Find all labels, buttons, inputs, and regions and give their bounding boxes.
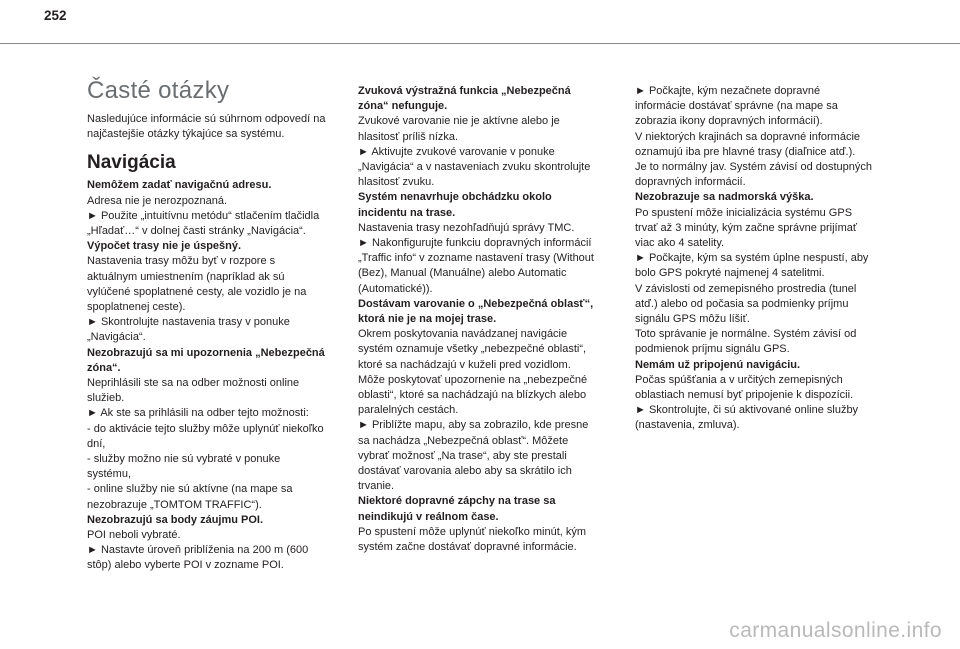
answer-line: systém oznamuje všetky „nebezpečné oblasti“, bbox=[358, 343, 587, 356]
question-line: incidentu na trase. bbox=[358, 206, 456, 219]
answer-line: oznamujú iba pre hlavné trasy (diaľnice atď.). bbox=[635, 145, 856, 158]
page-number: 252 bbox=[44, 8, 67, 23]
answer-line: podmienok príjmu signálu GPS. bbox=[635, 343, 790, 356]
answer-line: (Automatické)). bbox=[358, 282, 433, 295]
question-line: Nemám už pripojenú navigáciu. bbox=[635, 358, 801, 371]
answer-line: dní, bbox=[87, 437, 106, 450]
answer-line: „Hľadať…“ v dolnej časti stránky „Navigácia“. bbox=[87, 225, 306, 238]
answer-line: V niektorých krajinách sa dopravné informácie bbox=[635, 130, 861, 143]
question-line: ktorá nie je na mojej trase. bbox=[358, 313, 497, 326]
answer-line: oblasti“, ktoré sa nachádzajú na blízkych alebo bbox=[358, 389, 587, 402]
answer-line: ► Aktivujte zvukové varovanie v ponuke bbox=[358, 145, 555, 158]
answer-line: služieb. bbox=[87, 392, 125, 405]
answer-line: systému, bbox=[87, 468, 132, 481]
answer-line: Nastavenia trasy nezohľadňujú správy TMC. bbox=[358, 221, 575, 234]
answer-line: ktoré sa nachádzajú v kuželi pred vozidlom. bbox=[358, 358, 571, 371]
answer-line: ► Nakonfigurujte funkciu dopravných informácií bbox=[358, 237, 592, 250]
answer-line: aktuálnym umiestnením (napríklad ak sú bbox=[87, 270, 285, 283]
answer-line: Nastavenia trasy môžu byť v rozpore s bbox=[87, 255, 276, 268]
answer-line: Okrem poskytovania navádzanej navigácie bbox=[358, 328, 568, 341]
column-3-body bbox=[635, 84, 897, 434]
answer-line: „Navigácia“. bbox=[87, 331, 146, 344]
answer-line: vylúčené spoplatnené cesty, ale vozidlo je na bbox=[87, 285, 307, 298]
answer-line: (Bez), Manual (Manuálne) alebo Automatic bbox=[358, 267, 567, 280]
column-1 bbox=[87, 76, 349, 574]
question-line: Dostávam varovanie o „Nebezpečná oblasť“, bbox=[358, 297, 594, 310]
answer-line: ► Počkajte, kým nezačnete dopravné bbox=[635, 85, 821, 97]
answer-line: trvať až 3 minúty, kým začne správne prijímať bbox=[635, 221, 858, 234]
intro-line: najčastejšie otázky týkajúce sa systému. bbox=[87, 128, 285, 141]
answer-line: Adresa nie je nerozpoznaná. bbox=[87, 194, 228, 207]
answer-line: ► Počkajte, kým sa systém úplne nespustí, aby bbox=[635, 252, 869, 265]
answer-line: ► Skontrolujte nastavenia trasy v ponuke bbox=[87, 316, 290, 329]
answer-line: dostávať varovania alebo aby sa skrátilo ich bbox=[358, 465, 572, 478]
intro-line: Nasledujúce informácie sú súhrnom odpovedí na bbox=[87, 113, 326, 125]
answer-line: Neprihlásili ste sa na odber možnosti online bbox=[87, 377, 300, 390]
answer-line: Po spustení môže uplynúť niekoľko minút, kým bbox=[358, 525, 587, 538]
answer-line: - online služby nie sú aktívne (na mape sa bbox=[87, 483, 293, 496]
answer-line: spoplatnenej ceste). bbox=[87, 301, 186, 314]
column-3 bbox=[635, 84, 897, 434]
answer-line: systém začne dostávať dopravné informácie. bbox=[358, 541, 577, 554]
answer-line: informácie dostávať správne (na mape sa bbox=[635, 100, 838, 113]
answer-line: dopravných informácií. bbox=[635, 176, 746, 189]
answer-line: ► Ak ste sa prihlásili na odber tejto možnosti: bbox=[87, 407, 309, 420]
answer-line: Toto správanie je normálne. Systém závisí od bbox=[635, 328, 857, 341]
answer-line: ► Použite „intuitívnu metódu“ stlačením tlačidla bbox=[87, 209, 320, 222]
watermark: carmanualsonline.info bbox=[729, 619, 942, 642]
answer-line: signálu GPS môžu líšiť. bbox=[635, 313, 750, 326]
answer-line: paralelných cestách. bbox=[358, 404, 459, 417]
answer-line: trvanie. bbox=[358, 480, 395, 493]
section-heading: Navigácia bbox=[87, 152, 176, 174]
answer-line: oblastiach nemusí byť pripojenie k dispozícii. bbox=[635, 389, 854, 402]
column-2-body bbox=[358, 84, 620, 555]
header-divider bbox=[0, 43, 960, 44]
answer-line: ► Skontrolujte, či sú aktivované online služby bbox=[635, 404, 859, 417]
answer-line: „Traffic info“ v zozname nastavení trasy (Without bbox=[358, 252, 594, 265]
question-line: Zvuková výstražná funkcia „Nebezpečná bbox=[358, 85, 571, 97]
question-line: neindikujú v reálnom čase. bbox=[358, 510, 499, 523]
answer-line: Zvukové varovanie nie je aktívne alebo je bbox=[358, 115, 560, 128]
answer-line: sa nachádza „Nebezpečná oblasť“. Môžete bbox=[358, 434, 569, 447]
question-line: Niektoré dopravné zápchy na trase sa bbox=[358, 495, 556, 508]
question-line: Nezobrazuje sa nadmorská výška. bbox=[635, 191, 814, 204]
answer-line: „Navigácia“ a v nastaveniach zvuku skontrolujte bbox=[358, 161, 591, 174]
answer-line: Po spustení môže inicializácia systému GPS bbox=[635, 206, 853, 219]
question-line: Výpočet trasy nie je úspešný. bbox=[87, 240, 242, 253]
answer-line: ► Priblížte mapu, aby sa zobrazilo, kde presne bbox=[358, 419, 589, 432]
question-line: Nemôžem zadať navigačnú adresu. bbox=[87, 179, 272, 192]
answer-line: viac ako 4 satelity. bbox=[635, 237, 725, 250]
answer-line: - služby možno nie sú vybraté v ponuke bbox=[87, 453, 281, 466]
answer-line: (nastavenia, zmluva). bbox=[635, 419, 740, 432]
column-2 bbox=[358, 84, 620, 555]
answer-line: bolo GPS pokryté najmenej 4 satelitmi. bbox=[635, 267, 825, 280]
answer-line: nezobrazuje „TOMTOM TRAFFIC“). bbox=[87, 498, 262, 511]
question-line: Nezobrazujú sa mi upozornenia „Nebezpečná bbox=[87, 346, 325, 359]
answer-line: Môže poskytovať upozornenie na „nebezpečné bbox=[358, 373, 588, 386]
answer-line: vybrať možnosť „Na trase“, aby ste prestali bbox=[358, 449, 567, 462]
answer-line: ► Nastavte úroveň priblíženia na 200 m (600 bbox=[87, 544, 309, 557]
answer-line: hlasitosť zvuku. bbox=[358, 176, 435, 189]
answer-line: Je to normálny jav. Systém závisí od dostupných bbox=[635, 161, 873, 174]
answer-line: zobrazia ikony dopravných informácií). bbox=[635, 115, 823, 128]
question-line: Nezobrazujú sa body záujmu POI. bbox=[87, 513, 264, 526]
page-title: Časté otázky bbox=[87, 77, 230, 104]
answer-line: stôp) alebo vyberte POI v zozname POI. bbox=[87, 559, 284, 572]
answer-line: POI neboli vybraté. bbox=[87, 529, 181, 542]
column-1-body bbox=[87, 178, 349, 573]
answer-line: - do aktivácie tejto služby môže uplynúť niekoľko bbox=[87, 422, 324, 435]
question-line: zóna“. bbox=[87, 361, 121, 374]
answer-line: Počas spúšťania a v určitých zemepisných bbox=[635, 373, 843, 386]
answer-line: V závislosti od zemepisného prostredia (tunel bbox=[635, 282, 857, 295]
answer-line: hlasitosť príliš nízka. bbox=[358, 130, 459, 143]
question-line: zóna“ nefunguje. bbox=[358, 100, 448, 113]
answer-line: atď.) alebo od počasia sa podmienky príjmu bbox=[635, 297, 849, 310]
question-line: Systém nenavrhuje obchádzku okolo bbox=[358, 191, 552, 204]
